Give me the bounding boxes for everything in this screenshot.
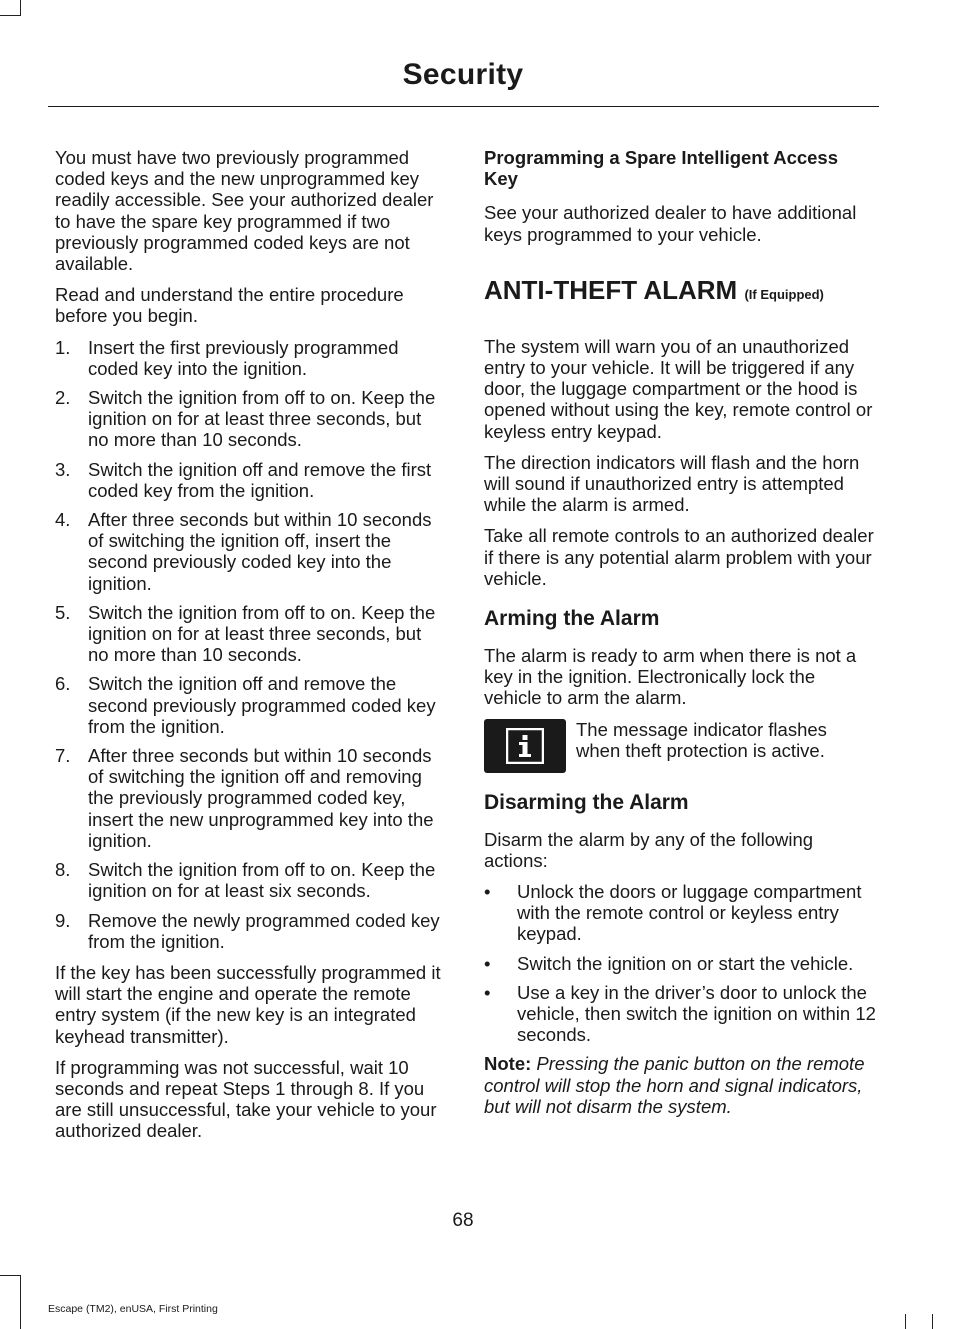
step-number: 3. — [55, 458, 71, 480]
list-item — [55, 673, 445, 737]
step-number: 8. — [55, 859, 71, 881]
list-item — [55, 859, 445, 901]
info-note — [484, 719, 876, 773]
step-text: Switch the ignition from off to on. Keep the ignition on for at least six seconds. — [88, 859, 436, 902]
step-text: After three seconds but within 10 seconds of switching the ignition off, insert the second previously coded key into the ignition. — [88, 509, 432, 594]
disarming-heading: Disarming the Alarm — [484, 790, 689, 814]
outro-paragraph: If programming was not successful, wait 10 seconds and repeat Steps 1 through 8. If you are still unsuccessful, take your vehicle to your authorized dealer. — [55, 1056, 437, 1142]
step-number: 4. — [55, 509, 71, 531]
bullet-text: Switch the ignition on or start the vehicle. — [517, 952, 854, 974]
list-item — [55, 509, 445, 594]
list-item — [55, 910, 445, 952]
list-item — [55, 602, 445, 666]
note — [484, 1053, 876, 1117]
list-item — [55, 337, 445, 379]
list-item — [55, 459, 445, 501]
bullet: • — [484, 981, 491, 1003]
step-number: 7. — [55, 745, 71, 767]
spare-key-text: See your authorized dealer to have additional keys programmed to your vehicle. — [484, 202, 857, 245]
step-text: Switch the ignition from off to on. Keep the ignition on for at least three seconds, but no more than 10 seconds. — [88, 387, 436, 451]
title-divider — [48, 106, 879, 107]
step-text: After three seconds but within 10 seconds of switching the ignition off and removing the previously programmed coded key, insert the new unprogrammed key into the ignition. — [88, 745, 434, 851]
step-text: Switch the ignition from off to on. Keep the ignition on for at least three seconds, but no more than 10 seconds. — [88, 601, 436, 666]
arming-heading: Arming the Alarm — [484, 607, 660, 631]
bullet-text: Unlock the doors or luggage compartment with the remote control or keyless entry keypad. — [517, 881, 862, 945]
footer-text: Escape (TM2), enUSA, First Printing — [48, 1303, 218, 1315]
list-item — [55, 745, 445, 851]
left-column — [55, 147, 445, 1152]
list-item — [484, 953, 876, 974]
step-number: 5. — [55, 601, 71, 623]
disarm-actions-list — [484, 881, 876, 1045]
list-item — [484, 982, 876, 1046]
crop-mark — [20, 0, 21, 16]
intro-paragraph: Read and understand the entire procedure before you begin. — [55, 284, 404, 327]
bullet: • — [484, 881, 491, 903]
if-equipped-qualifier: (If Equipped) — [744, 286, 824, 302]
alarm-paragraph: The direction indicators will flash and the horn will sound if unauthorized entry is attempted while the alarm is armed. — [484, 451, 860, 516]
step-number: 6. — [55, 673, 71, 695]
crop-mark — [0, 15, 20, 16]
step-text: Switch the ignition off and remove the second previously programmed coded key from the ignition. — [88, 673, 436, 737]
page-title: Security — [402, 58, 524, 91]
crop-mark — [0, 1275, 20, 1276]
note-text: Pressing the panic button on the remote control will stop the horn and signal indicators, but will not disarm the system. — [484, 1053, 865, 1117]
section-heading-text: ANTI-THEFT ALARM — [484, 274, 738, 305]
step-text: Remove the newly programmed coded key from the ignition. — [88, 909, 440, 952]
note-label: Note: — [484, 1053, 532, 1075]
list-item — [55, 387, 445, 451]
crop-mark — [20, 1275, 21, 1329]
step-text: Insert the first previously programmed coded key into the ignition. — [88, 336, 399, 379]
bullet-text: Use a key in the driver’s door to unlock the vehicle, then switch the ignition on within 12 seconds. — [517, 981, 876, 1046]
outro-paragraph: If the key has been successfully programmed it will start the engine and operate the remote entry system (if the new key is an integrated keyhead transmitter). — [55, 961, 441, 1047]
page-number: 68 — [452, 1210, 474, 1231]
step-number: 9. — [55, 909, 71, 931]
right-column — [484, 147, 876, 1127]
alarm-paragraph: Take all remote controls to an authorized dealer if there is any potential alarm problem with your vehicle. — [484, 525, 874, 589]
information-icon — [484, 719, 566, 773]
intro-paragraph: You must have two previously programmed coded keys and the new unprogrammed key readily accessible. See your authorized dealer to have the spare key programmed if two previously programmed coded keys are not available. — [55, 147, 434, 275]
crop-mark — [932, 1314, 933, 1329]
crop-mark — [905, 1314, 906, 1329]
spare-key-heading: Programming a Spare Intelligent Access Key — [484, 147, 839, 190]
bullet: • — [484, 952, 491, 974]
section-heading-anti-theft — [484, 275, 876, 310]
alarm-paragraph: The system will warn you of an unauthorized entry to your vehicle. It will be triggered if any door, the luggage compartment or the hood is opened without using the key, remote control or keyless entry keypad. — [484, 335, 873, 442]
programming-steps-list — [55, 337, 445, 952]
arming-text: The alarm is ready to arm when there is not a key in the ignition. Electronically lock the vehicle to arm the alarm. — [484, 645, 857, 709]
step-number: 1. — [55, 336, 71, 358]
info-note-text: The message indicator flashes when theft protection is active. — [576, 718, 827, 761]
list-item — [484, 881, 876, 945]
disarming-text: Disarm the alarm by any of the following actions: — [484, 828, 814, 871]
step-text: Switch the ignition off and remove the first coded key from the ignition. — [88, 458, 432, 501]
step-number: 2. — [55, 387, 71, 409]
